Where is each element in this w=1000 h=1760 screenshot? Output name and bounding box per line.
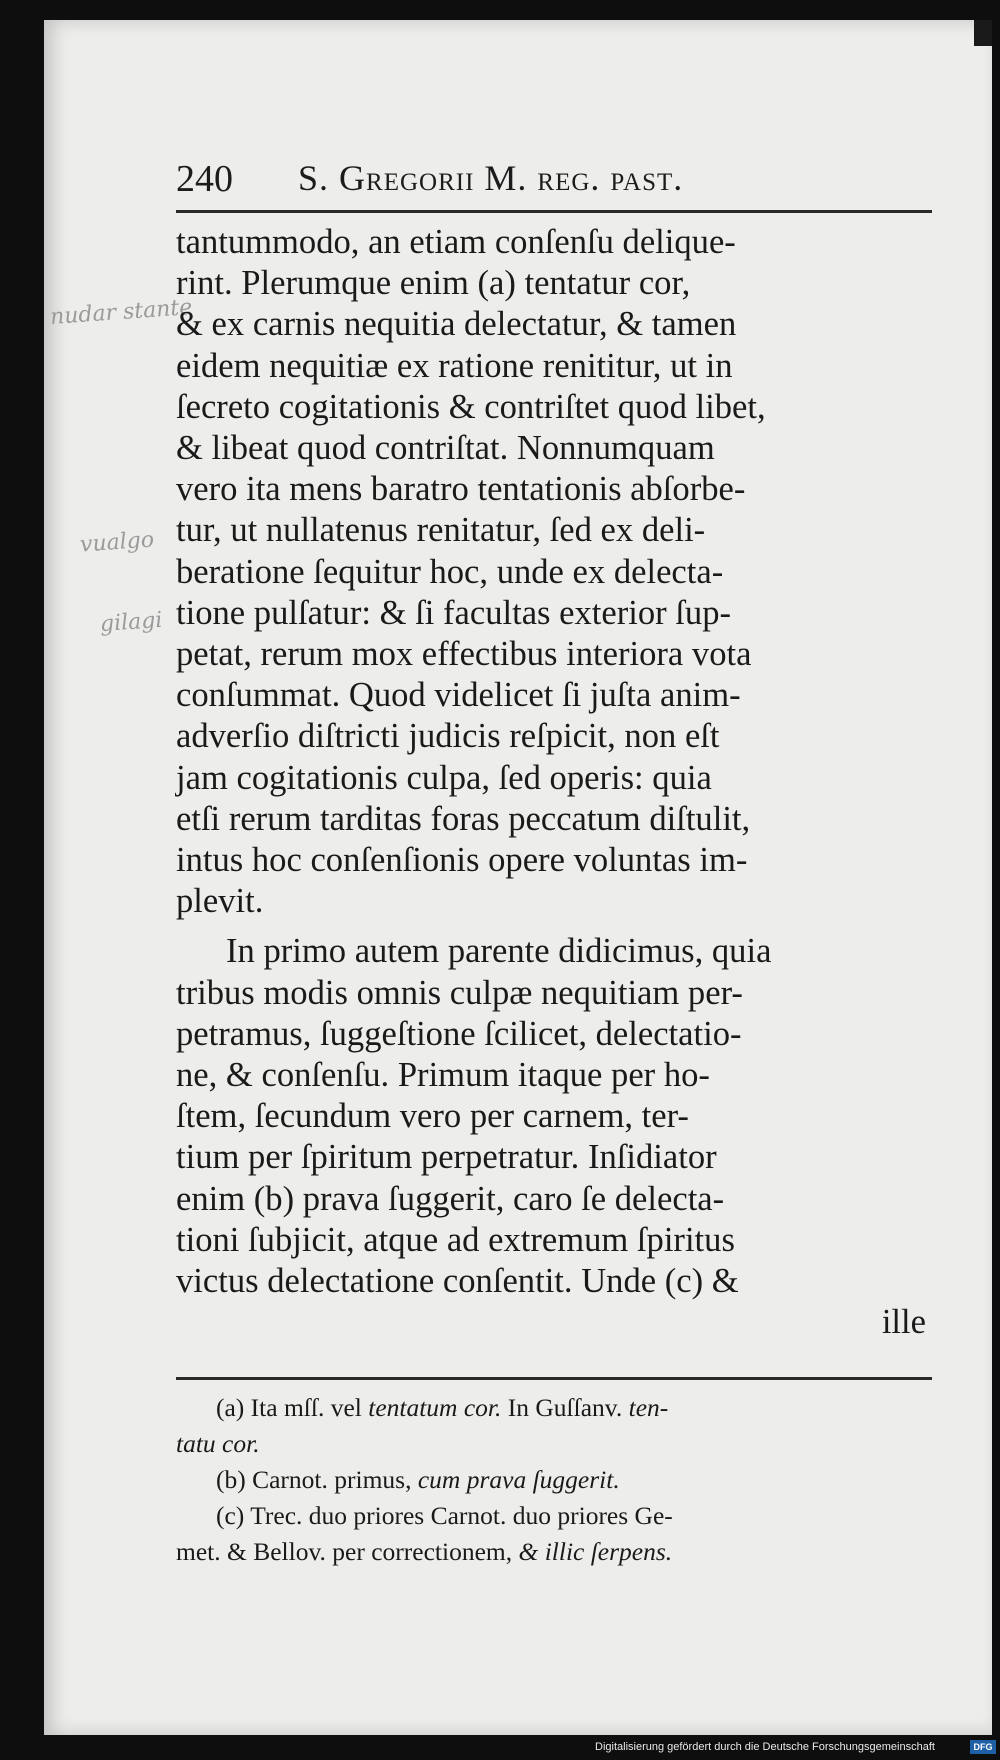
footnote-italic: cum prava ſuggerit. (417, 1465, 620, 1494)
footnote-b (176, 1462, 946, 1498)
footnote-rule (176, 1377, 932, 1380)
footnote-c-cont (176, 1534, 946, 1570)
page-header (176, 157, 936, 207)
text-line: petat, rerum mox effectibus interiora vota (176, 635, 752, 674)
running-title: S. Gregorii M. reg. past. (298, 158, 684, 198)
paragraph-2 (176, 931, 946, 1343)
paragraph-1 (176, 222, 946, 922)
text-line: jam cogitationis culpa, ſed operis: quia (176, 758, 712, 797)
text-line: enim (b) prava ſuggerit, caro ſe delecta- (176, 1179, 725, 1218)
text-line: tione pulſatur: & ſi facultas exterior ſup- (176, 593, 732, 632)
footnote-italic: ten- (628, 1393, 669, 1422)
text-line: tioni ſubjicit, atque ad extremum ſpiritus (176, 1220, 735, 1259)
text-line: intus hoc conſenſionis opere voluntas im- (176, 841, 748, 880)
footnote-a-cont (176, 1426, 946, 1462)
text-line: ſecreto cogitationis & contriſtet quod libet, (176, 387, 766, 426)
main-text (176, 222, 946, 1343)
text-line: tur, ut nullatenus renitatur, ſed ex deli- (176, 511, 706, 550)
text-line: conſummat. Quod videlicet ſi juſta anim- (176, 676, 741, 715)
text-line: eidem nequitiæ ex ratione renititur, ut in (176, 346, 733, 385)
text-line: rint. Plerumque enim (a) tentatur cor, (176, 264, 691, 303)
funding-credit: Digitalisierung gefördert durch die Deutsche Forschungsgemeinschaft (595, 1741, 935, 1753)
footnote-text: In Guſſanv. (507, 1393, 623, 1422)
text-line: victus delectatione conſentit. Unde (c) & (176, 1262, 739, 1301)
footnote-text: met. & Bellov. per correctionem, (176, 1537, 513, 1566)
footnote-text: (b) Carnot. primus, (216, 1465, 412, 1494)
text-line: & libeat quod contriſtat. Nonnumquam (176, 429, 715, 468)
text-line: tribus modis omnis culpæ nequitiam per- (176, 973, 743, 1012)
page-number: 240 (176, 158, 233, 200)
footnote-a (176, 1390, 946, 1426)
footnote-text: (a) Ita mſſ. vel (216, 1393, 362, 1422)
text-line: beratione ſequitur hoc, unde ex delecta- (176, 552, 724, 591)
text-line: ne, & conſenſu. Primum itaque per ho- (176, 1056, 710, 1095)
margin-note: gilagi (99, 607, 164, 638)
header-rule (176, 210, 932, 213)
text-line: tium per ſpiritum perpetratur. Inſidiator (176, 1138, 717, 1177)
text-line: & ex carnis nequitia delectatur, & tamen (176, 305, 737, 344)
text-line: In primo autem parente didicimus, quia (226, 932, 772, 971)
text-line: adverſio diſtricti judicis reſpicit, non eſt (176, 717, 720, 756)
dfg-logo: DFG (970, 1740, 996, 1754)
text-line: etſi rerum tarditas foras peccatum diſtulit, (176, 799, 751, 838)
footnote-italic: tentatum cor. (368, 1393, 502, 1422)
margin-note: vualgo (79, 527, 155, 558)
page-corner (974, 20, 992, 46)
footnote-italic: & illic ſerpens. (518, 1537, 673, 1566)
text-line: ſtem, ſecundum vero per carnem, ter- (176, 1097, 689, 1136)
text-line: plevit. (176, 882, 264, 921)
footnote-c: (c) Trec. duo priores Carnot. duo priores Ge- (216, 1501, 673, 1530)
text-line: tantummodo, an etiam conſenſu delique- (176, 223, 736, 261)
text-line: vero ita mens baratro tentationis abſorbe- (176, 470, 746, 509)
footnote-italic: tatu cor. (176, 1429, 260, 1458)
text-line: petramus, ſuggeſtione ſcilicet, delectatio- (176, 1014, 742, 1053)
catchword: ille (881, 1303, 926, 1342)
margin-note: nudar stante (49, 295, 194, 330)
footnotes (176, 1390, 946, 1570)
